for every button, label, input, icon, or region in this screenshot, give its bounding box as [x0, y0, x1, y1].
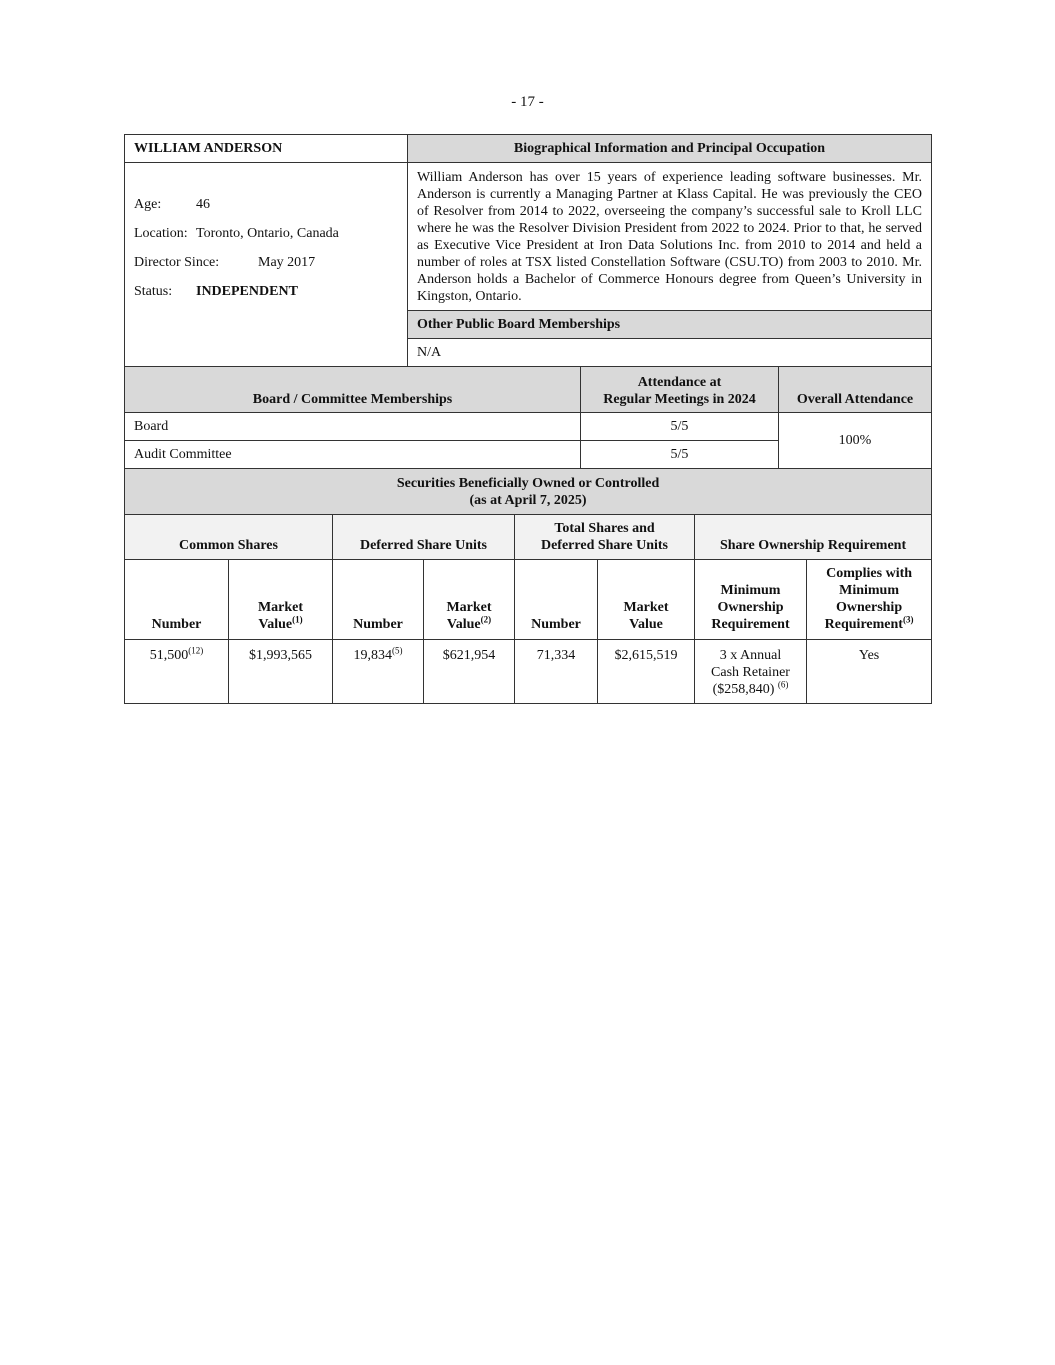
dsu-number-value: 19,834: [353, 648, 392, 663]
age-label: Age:: [134, 196, 162, 212]
complies-with-label: Complies with: [826, 566, 913, 581]
common-shares-number: [125, 640, 229, 704]
status-label: Status:: [134, 283, 173, 299]
securities-table: [124, 468, 932, 704]
director-name: WILLIAM ANDERSON: [125, 135, 408, 163]
common-market-value-heading: [229, 560, 333, 640]
securities-heading: [125, 469, 932, 515]
value-word: Value: [258, 617, 293, 632]
other-boards-value: N/A: [408, 339, 932, 367]
ownership-requirement-heading: Share Ownership Requirement: [695, 515, 932, 560]
ownership-label: Ownership: [835, 600, 903, 615]
total-shares-heading-line1: Total Shares and: [554, 521, 655, 536]
complies-value: Yes: [807, 640, 932, 704]
dsu-number: [333, 640, 424, 704]
minimum-requirement-amount: ($258,840): [712, 682, 775, 697]
location-label: Location:: [134, 225, 188, 241]
total-shares-heading-line2: Deferred Share Units: [540, 538, 669, 553]
minimum-requirement-value: [695, 640, 807, 704]
total-market-value-heading: [598, 560, 695, 640]
dsu-market-value: $621,954: [424, 640, 515, 704]
bio-text: William Anderson has over 15 years of experience leading software businesses. Mr. Anderson is currently a Managing Partner at Klass Capital. He was previously the CEO of Resolver from 2014 to 2022, overseeing the company’s successful sale to Kroll LLC where he was the Resolver Division President from 2022 to 2024. Prior to that, he served as Executive Vice President at Iron Data Solutions Inc. from 2010 to 2014 and held a number of roles at TSX listed Constellation Software (CSU.TO) from 2003 to 2010. Mr. Anderson holds a Bachelor of Commerce Honours degree from Queen’s University in Kingston, Ontario.: [408, 163, 932, 311]
location-line: [134, 219, 398, 248]
location-value: Toronto, Ontario, Canada: [196, 225, 339, 241]
membership-name: Board: [125, 413, 581, 441]
minimum-label: Minimum: [839, 583, 899, 598]
market-label: Market: [446, 600, 492, 615]
total-shares-heading: [515, 515, 695, 560]
minimum-requirement-line2: Cash Retainer: [711, 665, 790, 680]
value-label: [238, 616, 323, 633]
value-word: Value: [446, 617, 481, 632]
status-value: INDEPENDENT: [196, 283, 298, 299]
total-market-value: $2,615,519: [598, 640, 695, 704]
minimum-requirement-line1: 3 x Annual: [719, 648, 782, 663]
age-value: 46: [196, 196, 210, 212]
dsu-number-heading: Number: [333, 560, 424, 640]
deferred-share-units-heading: Deferred Share Units: [333, 515, 515, 560]
dsu-market-value-heading: [424, 560, 515, 640]
common-shares-heading: Common Shares: [125, 515, 333, 560]
status-line: [134, 277, 398, 306]
director-since-value: May 2017: [258, 254, 316, 270]
overall-attendance-heading: Overall Attendance: [779, 367, 932, 413]
regular-meetings-heading: [581, 367, 779, 413]
other-boards-heading: Other Public Board Memberships: [408, 311, 932, 339]
common-number-heading: Number: [125, 560, 229, 640]
membership-regular-attendance: 5/5: [581, 441, 779, 469]
footnote-ref: (5): [392, 645, 403, 656]
director-details: [125, 163, 408, 367]
footnote-ref: (1): [292, 614, 303, 625]
footnote-ref: (2): [480, 614, 492, 625]
attendance-table: [124, 366, 932, 469]
requirement-label: [816, 616, 922, 633]
minimum-requirement-heading: [695, 560, 807, 640]
total-number: 71,334: [515, 640, 598, 704]
director-since-label: Director Since:: [134, 254, 220, 270]
overall-attendance-value: 100%: [779, 413, 932, 469]
common-shares-number-value: 51,500: [149, 648, 189, 663]
securities-heading-line1: Securities Beneficially Owned or Controlled: [396, 475, 660, 491]
regular-meetings-heading-line2: Regular Meetings in 2024: [603, 392, 756, 407]
membership-name: Audit Committee: [125, 441, 581, 469]
memberships-heading: Board / Committee Memberships: [125, 367, 581, 413]
director-profile: [124, 134, 931, 704]
membership-regular-attendance: 5/5: [581, 413, 779, 441]
bio-heading: Biographical Information and Principal Occupation: [408, 135, 932, 163]
regular-meetings-heading-line1: Attendance at: [637, 375, 722, 390]
requirement-word: Requirement: [824, 617, 903, 632]
age-line: [134, 190, 398, 219]
footnote-ref: (6): [777, 679, 789, 690]
director-since-line: [134, 248, 398, 277]
value-word: Value: [629, 617, 663, 632]
requirement-label: Requirement: [711, 617, 790, 632]
market-label: Market: [623, 600, 669, 615]
footnote-ref: (3): [902, 614, 914, 625]
total-number-heading: Number: [515, 560, 598, 640]
footnote-ref: (12): [188, 645, 204, 656]
value-label: [433, 616, 505, 633]
page-number: - 17 -: [511, 94, 544, 110]
complies-heading: [807, 560, 932, 640]
profile-table: [124, 134, 932, 367]
market-label: Market: [257, 600, 304, 615]
ownership-label: Ownership: [717, 600, 784, 615]
minimum-label: Minimum: [720, 583, 781, 598]
minimum-requirement-line3: [704, 681, 797, 698]
common-shares-market-value: $1,993,565: [229, 640, 333, 704]
securities-heading-line2: (as at April 7, 2025): [469, 492, 587, 508]
